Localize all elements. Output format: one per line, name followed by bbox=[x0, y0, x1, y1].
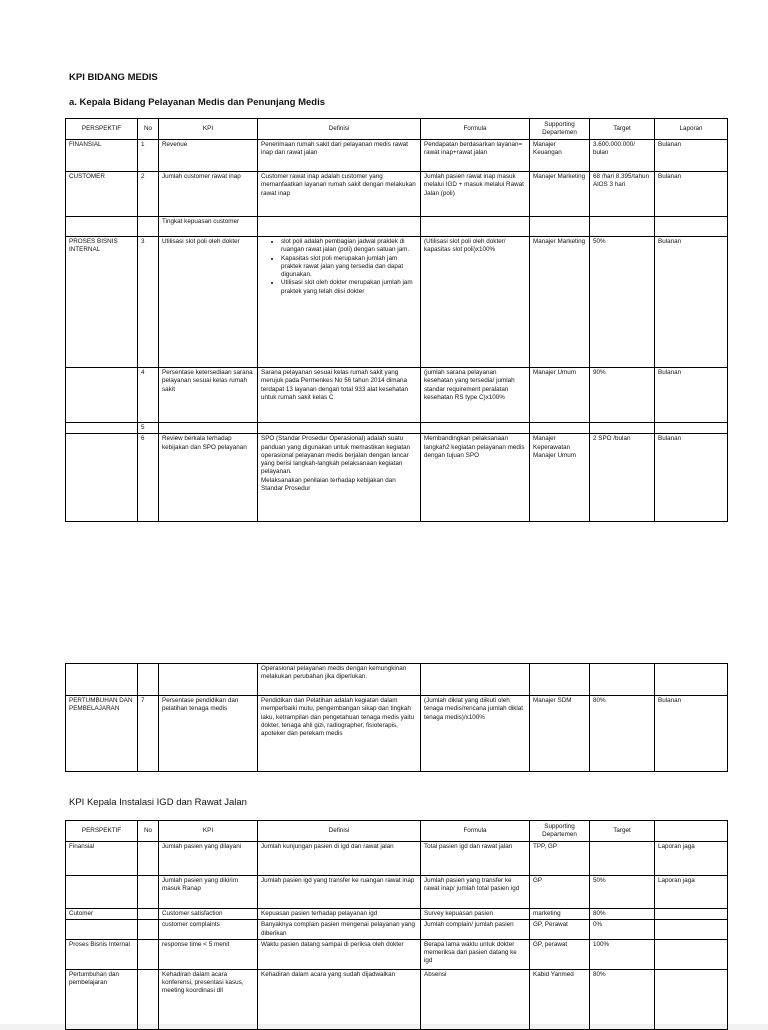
no-cell bbox=[138, 920, 159, 940]
no-cell bbox=[138, 909, 159, 920]
table-row bbox=[66, 876, 728, 909]
table-row bbox=[66, 664, 728, 696]
target-cell: 80% bbox=[590, 696, 655, 772]
perspektif-cell: Finansial bbox=[66, 842, 138, 876]
laporan-cell: Bulanan bbox=[655, 434, 728, 522]
header-laporan: Laporan bbox=[655, 119, 728, 140]
formula-cell: (Utilisasi slot poli oleh dokter/ kapasitas slot poli)x100% bbox=[421, 237, 530, 368]
laporan-cell: Bulanan bbox=[655, 696, 728, 772]
perspektif-cell: PROSES BISNIS INTERNAL bbox=[66, 237, 138, 368]
header-formula: Formula bbox=[421, 119, 530, 140]
table-row bbox=[66, 842, 728, 876]
header-definisi: Definisi bbox=[258, 119, 421, 140]
table-row bbox=[66, 217, 728, 237]
definisi-cell: Operasional pelayanan medis dengan kemungkinan melakukan perubahan jika diperlukan. bbox=[258, 664, 421, 696]
formula-cell bbox=[421, 664, 530, 696]
kpi-cell: Persentase ketersediaan sarana pelayanan sesuai kelas rumah sakit bbox=[159, 368, 258, 423]
perspektif-cell bbox=[66, 368, 138, 423]
kpi-cell bbox=[159, 664, 258, 696]
kpi-cell: Customer satisfaction bbox=[159, 909, 258, 920]
formula-cell: (jumlah sarana pelayanan kesehatan yang tersedia/ jumlah standar requirement peralatan kesehatan RS type C)x100% bbox=[421, 368, 530, 423]
departemen-cell: TPP, GP bbox=[530, 842, 590, 876]
definisi-bullet: • Utilisasi slot oleh dokter merupakan jumlah jam praktek yang telah diisi dokter bbox=[281, 279, 417, 296]
definisi-cell bbox=[258, 434, 421, 522]
laporan-cell: Bulanan bbox=[655, 237, 728, 368]
kpi-cell: Review berkala terhadap kebijakan dan SPO pelayanan bbox=[159, 434, 258, 522]
laporan-cell bbox=[655, 423, 728, 434]
header-target: Target bbox=[590, 821, 655, 842]
target-cell: 50% bbox=[590, 237, 655, 368]
table-row bbox=[66, 172, 728, 217]
header-empty bbox=[655, 821, 728, 842]
target-cell: 100% bbox=[590, 939, 655, 969]
header-perspektif: PERSPEKTIF bbox=[66, 821, 138, 842]
definisi-cell: Jumlah pasien igd yang transfer ke ruangan rawat inap bbox=[258, 876, 421, 909]
formula-cell: Survey kepuasan pasien bbox=[421, 909, 530, 920]
formula-cell: Pendapatan berdasarkan layanan= rawat inap+rawat jalan bbox=[421, 140, 530, 172]
kpi-table-pelayanan-medis bbox=[65, 118, 728, 522]
definisi-cell bbox=[258, 217, 421, 237]
target-cell: 68 /hari 8.395/tahun AlOS 3 hari bbox=[590, 172, 655, 217]
departemen-cell bbox=[530, 423, 590, 434]
kpi-cell bbox=[159, 423, 258, 434]
definisi-cell: Jumlah kunjungan pasien di igd dan rawat jalan bbox=[258, 842, 421, 876]
kpi-cell: Jumlah pasien yang dikirim masuk Ranap bbox=[159, 876, 258, 909]
no-cell bbox=[138, 664, 159, 696]
table-row bbox=[66, 969, 728, 1029]
laporan-cell: Laporan jaga bbox=[655, 842, 728, 876]
target-cell: 3.600.000.000/ bulan bbox=[590, 140, 655, 172]
target-cell: 80% bbox=[590, 969, 655, 1029]
no-cell: 5 bbox=[138, 423, 159, 434]
definisi-cell bbox=[258, 237, 421, 368]
definisi-bullet: • Kapasitas slot poli merupakan jumlah jam praktek rawat jalan yang tersedia dan dapat digunakan. bbox=[281, 255, 417, 280]
formula-cell bbox=[421, 423, 530, 434]
formula-cell: (Jumlah diklat yang diikuti oleh tenaga medis/rencana jumlah diklat tenaga medis)/x100% bbox=[421, 696, 530, 772]
departemen-cell bbox=[530, 217, 590, 237]
definisi-cell: Pendidikan dan Pelatihan adalah kegiatan dalam memperbaiki mutu, pengembangan sikap dan tingkah laku, ketrampilan dan pengetahuan tenaga medis yaitu dokter, tenaga ahli gizi, radiographer, fisioterapis, apoteker dan perekam medis bbox=[258, 696, 421, 772]
departemen-cell: GP, perawat bbox=[530, 939, 590, 969]
definisi-bullet-list bbox=[261, 238, 417, 296]
definisi-cell bbox=[258, 423, 421, 434]
header-supporting-departemen: Supporting Departemen bbox=[530, 119, 590, 140]
definisi-text: SPO (Standar Prosedur Operasional) adalah suatu panduan yang digunakan untuk memastikan kegiatan operasional pelayanan medis berjalan dengan lancar yang berisi langkah-langkah pelaksanaan kegiatan pelayanan. bbox=[261, 435, 411, 476]
formula-cell: Jumlah complain/ jumlah pasien bbox=[421, 920, 530, 940]
header-formula: Formula bbox=[421, 821, 530, 842]
departemen-cell: GP bbox=[530, 876, 590, 909]
perspektif-cell: Pertumbuhan dan pembelajaran bbox=[66, 969, 138, 1029]
perspektif-cell bbox=[66, 423, 138, 434]
laporan-cell bbox=[655, 664, 728, 696]
perspektif-cell: Cutomer bbox=[66, 909, 138, 920]
kpi-cell: Persentase pendidikan dan pelatihan tenaga medis bbox=[159, 696, 258, 772]
no-cell: 6 bbox=[138, 434, 159, 522]
no-cell bbox=[138, 876, 159, 909]
table-row bbox=[66, 920, 728, 940]
departemen-cell: Kabid Yanmed bbox=[530, 969, 590, 1029]
no-cell bbox=[138, 939, 159, 969]
perspektif-cell bbox=[66, 664, 138, 696]
no-cell: 3 bbox=[138, 237, 159, 368]
table-row bbox=[66, 939, 728, 969]
departemen-cell: marketing bbox=[530, 909, 590, 920]
formula-cell: Jumlah pasien rawat inap masuk melalui IGD + masuk melalui Rawat Jalan (poli) bbox=[421, 172, 530, 217]
definisi-cell: Kepuasan pasien terhadap pelayanan igd bbox=[258, 909, 421, 920]
no-cell bbox=[138, 842, 159, 876]
kpi-cell: Kehadiran dalam acara konferensi, presentasi kasus, meeting koordinasi dll bbox=[159, 969, 258, 1029]
definisi-cell: Customer rawat inap adalah customer yang memanfaatkan layanan rumah sakit dengan melakukan rawat inap bbox=[258, 172, 421, 217]
table-row bbox=[66, 909, 728, 920]
table-row bbox=[66, 140, 728, 172]
target-cell bbox=[590, 217, 655, 237]
perspektif-cell: Proses Bisnis Internal bbox=[66, 939, 138, 969]
departemen-cell: Manajer SDM bbox=[530, 696, 590, 772]
header-perspektif: PERSPEKTIF bbox=[66, 119, 138, 140]
definisi-cell: Penerimaan rumah sakit dari pelayanan medis rawat inap dan rawat jalan bbox=[258, 140, 421, 172]
section-b-title: KPI Kepala Instalasi IGD dan Rawat Jalan bbox=[69, 797, 247, 808]
target-cell bbox=[590, 664, 655, 696]
kpi-table-instalasi-igd bbox=[65, 820, 728, 1030]
target-cell bbox=[590, 842, 655, 876]
departemen-cell: GP, Perawat bbox=[530, 920, 590, 940]
header-no: No bbox=[138, 821, 159, 842]
no-cell bbox=[138, 217, 159, 237]
kpi-cell: Jumlah customer rawat inap bbox=[159, 172, 258, 217]
kpi-cell: Jumlah pasien yang dilayani bbox=[159, 842, 258, 876]
laporan-cell: Bulanan bbox=[655, 140, 728, 172]
kpi-cell: customer complaints bbox=[159, 920, 258, 940]
laporan-cell bbox=[655, 939, 728, 969]
header-kpi: KPI bbox=[159, 119, 258, 140]
definisi-bullet: • slot poli adalah pembagian jadwal praktek di ruangan rawat jalan (poli) dengan satuan jam. bbox=[281, 238, 417, 255]
table-row bbox=[66, 237, 728, 368]
laporan-cell bbox=[655, 969, 728, 1029]
departemen-cell: Manajer Keperawatan Manajer Umum bbox=[530, 434, 590, 522]
perspektif-cell: PERTUMBUHAN DAN PEMBELAJARAN bbox=[66, 696, 138, 772]
kpi-cell: Revenue bbox=[159, 140, 258, 172]
target-cell: 0% bbox=[590, 920, 655, 940]
perspektif-cell bbox=[66, 217, 138, 237]
perspektif-cell: CUSTOMER bbox=[66, 172, 138, 217]
no-cell: 2 bbox=[138, 172, 159, 217]
target-cell: 2 SPO /bulan bbox=[590, 434, 655, 522]
laporan-cell: Bulanan bbox=[655, 172, 728, 217]
table-row bbox=[66, 423, 728, 434]
perspektif-cell: FINANSIAL bbox=[66, 140, 138, 172]
departemen-cell bbox=[530, 664, 590, 696]
definisi-text: Melaksanakan penilaian terhadap kebijakan dan Standar Prosedur bbox=[261, 476, 396, 493]
table-row bbox=[66, 434, 728, 522]
no-cell: 7 bbox=[138, 696, 159, 772]
no-cell: 1 bbox=[138, 140, 159, 172]
laporan-cell: Bulanan bbox=[655, 368, 728, 423]
header-no: No bbox=[138, 119, 159, 140]
kpi-cell: response time < 5 menit bbox=[159, 939, 258, 969]
definisi-cell: Banyaknya complain pasien mengenai pelayanan yang diberikan bbox=[258, 920, 421, 940]
target-cell: 50% bbox=[590, 876, 655, 909]
target-cell: 90% bbox=[590, 368, 655, 423]
formula-cell: Total pasien igd dan rawat jalan bbox=[421, 842, 530, 876]
departemen-cell: Manajer Keuangan bbox=[530, 140, 590, 172]
departemen-cell: Manajer Marketing bbox=[530, 172, 590, 217]
formula-cell: Jumlah pasien yang transfer ke rawat inap/ jumlah total pasien igd bbox=[421, 876, 530, 909]
target-cell: 80% bbox=[590, 909, 655, 920]
definisi-cell: Kehadiran dalam acara yang sudah dijadwalkan bbox=[258, 969, 421, 1029]
formula-cell: Absensi bbox=[421, 969, 530, 1029]
table-header-row bbox=[66, 821, 728, 842]
kpi-cell: Utilisasi slot poli oleh dokter bbox=[159, 237, 258, 368]
definisi-cell: Waktu pasien datang sampai di periksa oleh dokter bbox=[258, 939, 421, 969]
laporan-cell bbox=[655, 909, 728, 920]
header-target: Target bbox=[590, 119, 655, 140]
target-cell bbox=[590, 423, 655, 434]
laporan-cell bbox=[655, 217, 728, 237]
formula-cell bbox=[421, 217, 530, 237]
header-definisi: Definisi bbox=[258, 821, 421, 842]
header-supporting-departemen: Supporting Departemen bbox=[530, 821, 590, 842]
formula-cell: Membandingkan pelaksanaan langkah2 kegiatan pelayanan medis dengan tujuan SPO bbox=[421, 434, 530, 522]
table-header-row bbox=[66, 119, 728, 140]
departemen-cell: Manajer Umum bbox=[530, 368, 590, 423]
laporan-cell bbox=[655, 920, 728, 940]
laporan-cell: Laporan jaga bbox=[655, 876, 728, 909]
section-a-title: a. Kepala Bidang Pelayanan Medis dan Penunjang Medis bbox=[69, 97, 326, 108]
perspektif-cell bbox=[66, 876, 138, 909]
perspektif-cell bbox=[66, 920, 138, 940]
table-row bbox=[66, 368, 728, 423]
document-title: KPI BIDANG MEDIS bbox=[69, 72, 158, 83]
header-kpi: KPI bbox=[159, 821, 258, 842]
table-row bbox=[66, 696, 728, 772]
departemen-cell: Manajer Marketing bbox=[530, 237, 590, 368]
kpi-table-pelayanan-medis-continued bbox=[65, 663, 728, 772]
perspektif-cell bbox=[66, 434, 138, 522]
kpi-cell: Tingkat kepuasan customer bbox=[159, 217, 258, 237]
no-cell bbox=[138, 969, 159, 1029]
no-cell: 4 bbox=[138, 368, 159, 423]
formula-cell: Berapa lama waktu untuk dokter memeriksa dari pasien datang ke igd bbox=[421, 939, 530, 969]
definisi-cell: Sarana pelayanan sesuai kelas rumah sakit yang merujuk pada Permenkes No 56 tahun 2014 dimana terdapat 13 layanan dengan total 933 alat kesehatan untuk rumah sakit kelas C bbox=[258, 368, 421, 423]
